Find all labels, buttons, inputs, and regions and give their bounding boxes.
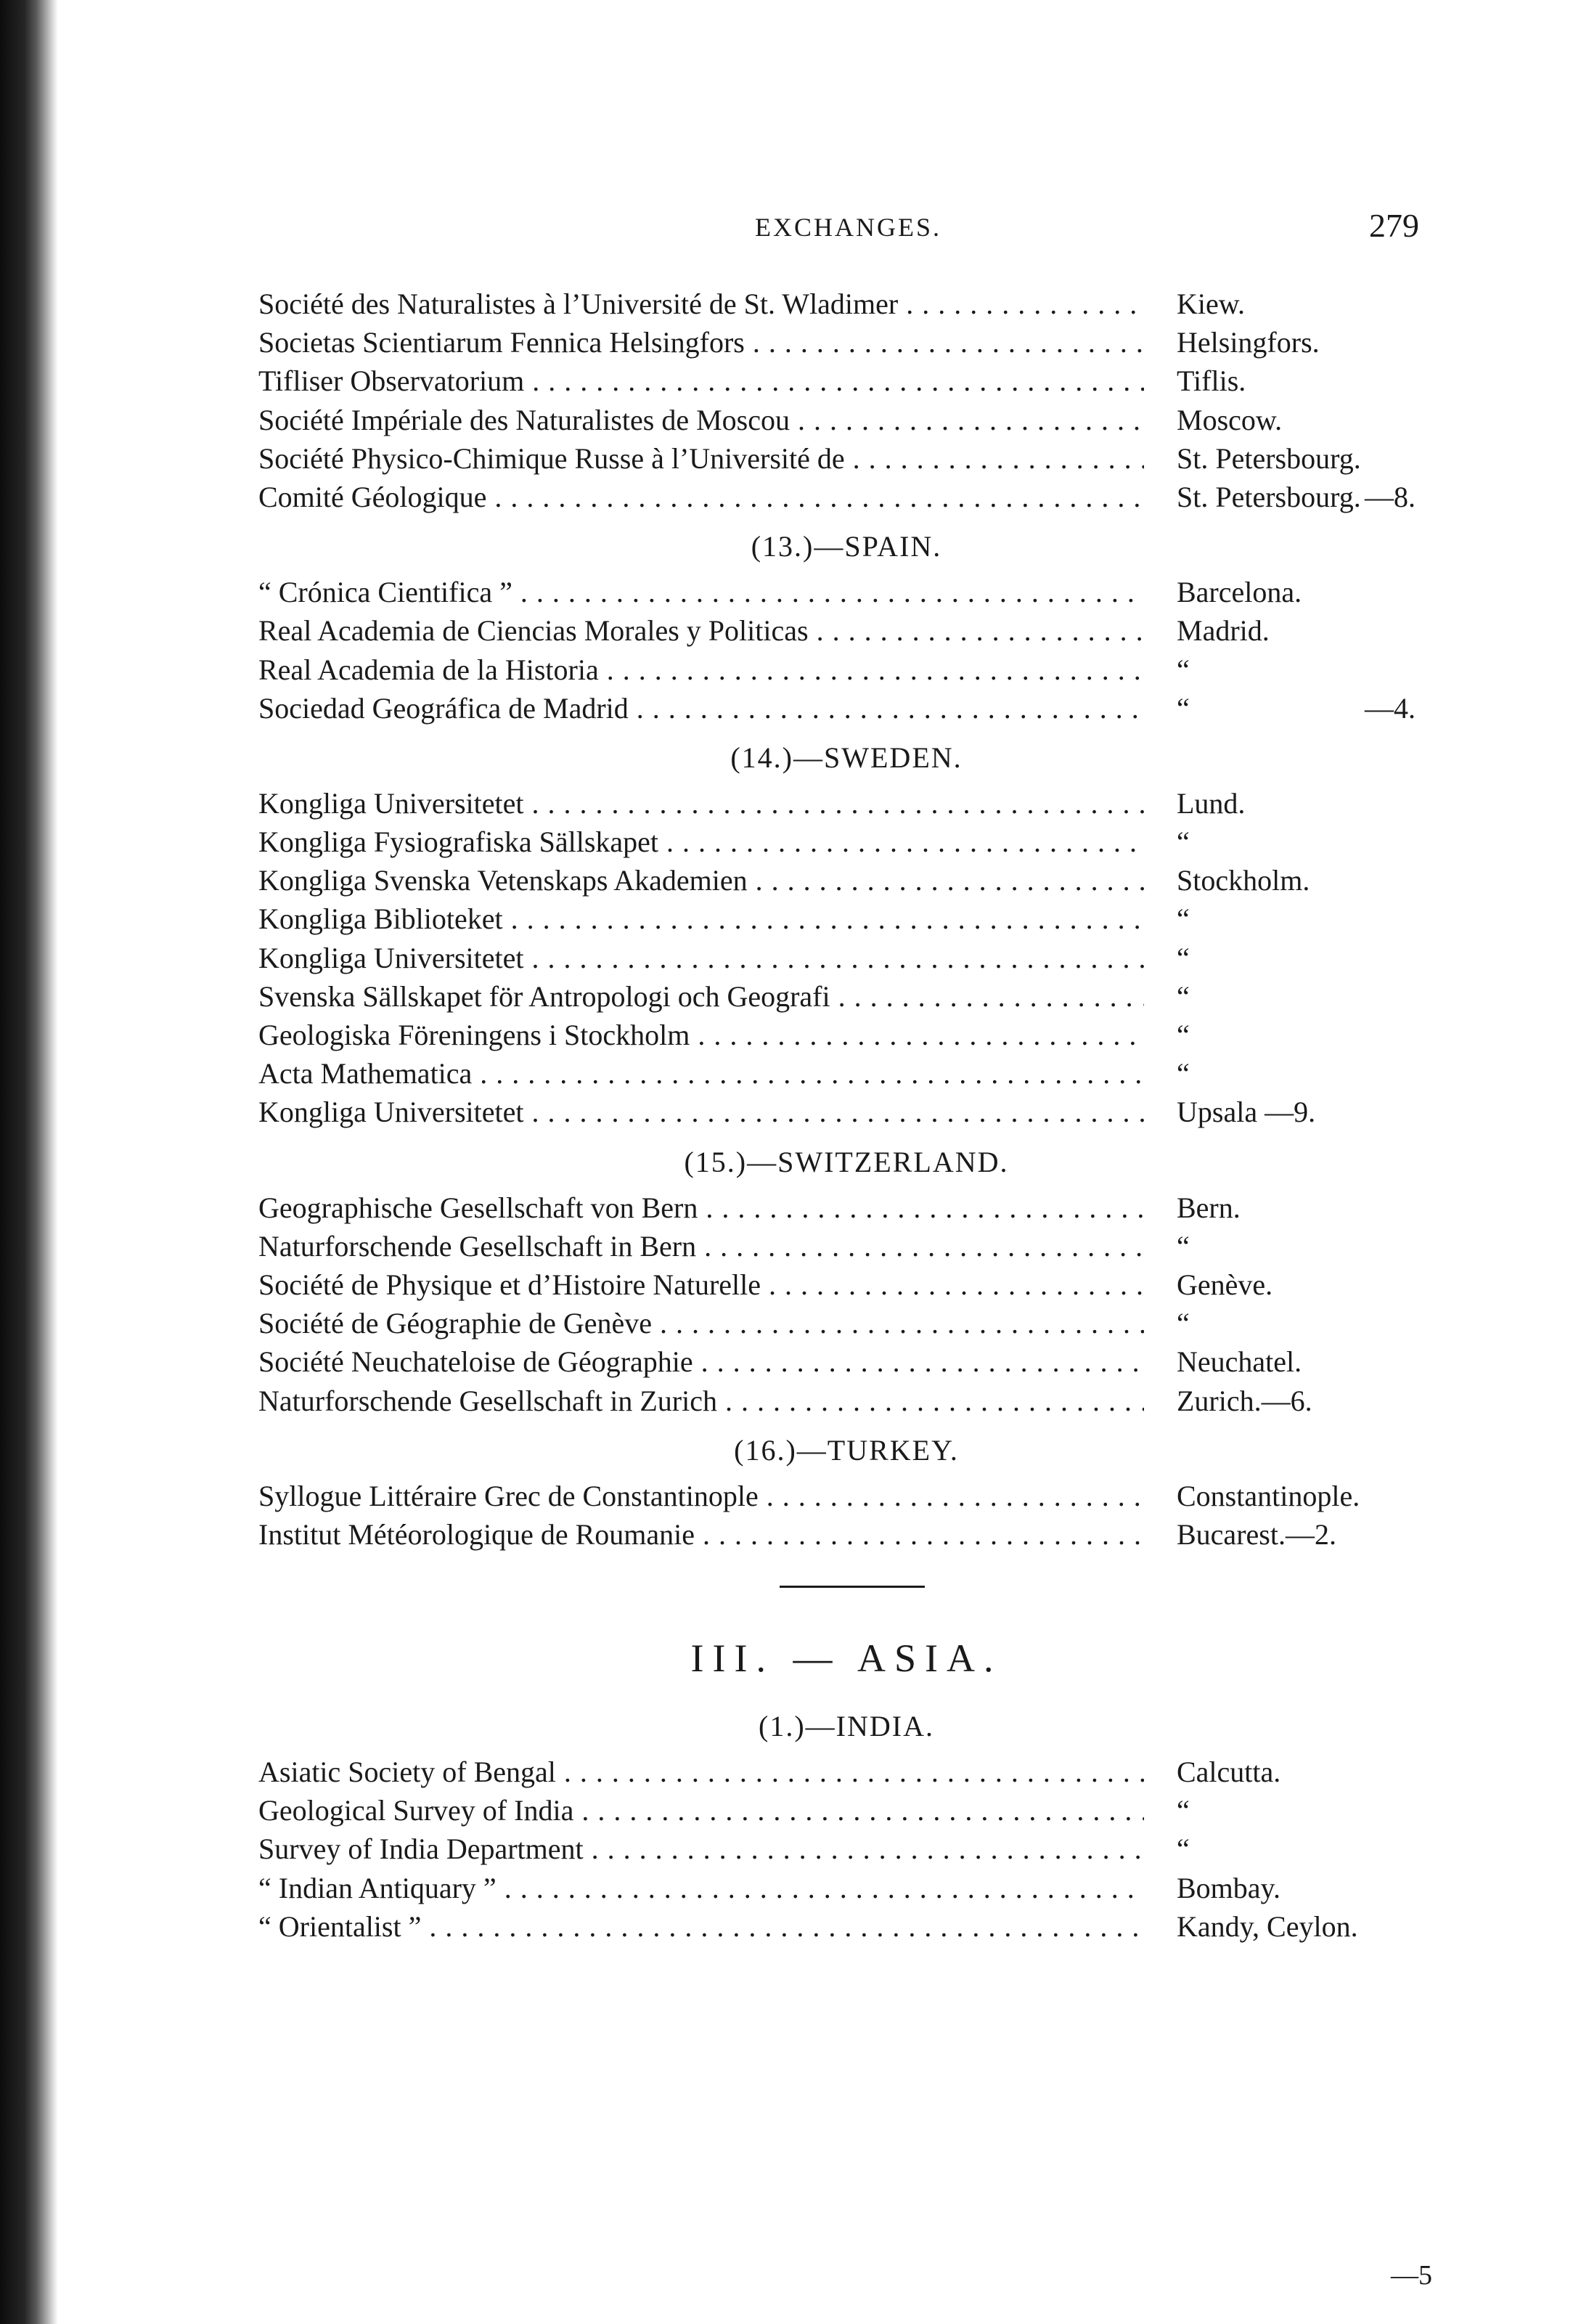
place-name: Constantinople. <box>1177 1479 1360 1512</box>
place-name: “ <box>1177 653 1190 686</box>
place-name: Kiew. <box>1177 288 1246 320</box>
society-name: Kongliga Universitetet . . . <box>258 1093 1144 1131</box>
list-item <box>258 823 1492 861</box>
list-item <box>258 478 1492 516</box>
society-name: Société de Physique et d’Histoire Naturelle . . . <box>258 1265 1144 1304</box>
part-heading: III. — ASIA. <box>690 1636 1002 1681</box>
place-name: Kandy, Ceylon. <box>1177 1909 1358 1943</box>
list-item <box>258 573 1492 611</box>
place-name: “ <box>1177 1057 1190 1090</box>
list-item <box>258 439 1492 478</box>
society-name: Sociedad Geográfica de Madrid . . . <box>258 689 1144 727</box>
place-name: “ <box>1177 979 1190 1013</box>
list-item <box>258 784 1492 823</box>
list-item <box>258 611 1492 650</box>
place-name: Calcutta. <box>1177 1756 1281 1789</box>
list-item <box>258 1907 1492 1946</box>
section-heading: (14.)—SWEDEN. <box>730 741 963 774</box>
list-item <box>258 861 1492 900</box>
list-item <box>258 401 1492 439</box>
list-item <box>258 362 1492 400</box>
section-heading: (13.)—SPAIN. <box>751 530 942 563</box>
place-name: “ <box>1177 825 1190 859</box>
society-name: Comité Géologique . . . <box>258 478 1144 516</box>
society-name: Asiatic Society of Bengal . . . <box>258 1753 1144 1791</box>
place-name: “ <box>1177 691 1190 725</box>
list-item <box>258 1382 1492 1420</box>
society-name: “ Crónica Cientifica ” . . . <box>258 573 1144 611</box>
section-heading: (16.)—TURKEY. <box>734 1433 959 1467</box>
page-number: 279 <box>1369 207 1419 244</box>
place-name: Lund. <box>1177 786 1246 820</box>
society-name: Geologiska Föreningens i Stockholm . . . <box>258 1016 1144 1054</box>
society-name: Svenska Sällskapet för Antropologi och Geografi . . . <box>258 977 1144 1016</box>
society-name: Societas Scientiarum Fennica Helsingfors . . . <box>258 323 1144 362</box>
society-name: Acta Mathematica . . . <box>258 1054 1144 1093</box>
list-item <box>258 1477 1492 1515</box>
society-name: “ Indian Antiquary ” . . . <box>258 1869 1144 1907</box>
list-item <box>258 323 1492 362</box>
section-count: —5 <box>1391 2260 1432 2291</box>
society-name: Geographische Gesellschaft von Bern . . . <box>258 1188 1144 1227</box>
list-item <box>258 651 1492 689</box>
society-name: Kongliga Svenska Vetenskaps Akademien . . . <box>258 861 1144 900</box>
society-name: Kongliga Universitetet . . . <box>258 939 1144 977</box>
section-heading: (1.)—INDIA. <box>759 1710 934 1743</box>
exchange-list <box>258 285 1492 1946</box>
society-name: Kongliga Biblioteket . . . <box>258 900 1144 938</box>
list-item <box>258 1869 1492 1907</box>
place-name: “ <box>1177 1019 1190 1051</box>
list-item <box>258 1791 1492 1830</box>
society-name: Kongliga Universitetet . . . <box>258 784 1144 823</box>
running-title: EXCHANGES. <box>755 213 942 242</box>
list-item <box>258 1515 1492 1554</box>
place-name: Bucarest.—2. <box>1177 1517 1336 1551</box>
place-name: Zurich.—6. <box>1177 1384 1312 1417</box>
place-name: Upsala —9. <box>1177 1096 1316 1129</box>
society-name: Société des Naturalistes à l’Université de St. Wladimer . . . <box>258 285 1144 323</box>
society-name: Survey of India Department . . . <box>258 1830 1144 1868</box>
place-name: “ <box>1177 1307 1190 1340</box>
place-name: Bombay. <box>1177 1871 1280 1904</box>
place-name: “ <box>1177 941 1190 974</box>
list-item <box>258 1342 1492 1381</box>
section-heading: (15.)—SWITZERLAND. <box>684 1145 1009 1178</box>
list-item <box>258 1265 1492 1304</box>
society-name: Société Impériale des Naturalistes de Moscou . . . <box>258 401 1144 439</box>
place-name: “ <box>1177 1832 1190 1866</box>
divider-block <box>258 1554 1492 1620</box>
page-header <box>0 207 1581 256</box>
place-name: Moscow. <box>1177 403 1283 436</box>
society-name: Tifliser Observatorium . . . <box>258 362 1144 400</box>
society-name: Naturforschende Gesellschaft in Zurich . . . <box>258 1382 1144 1420</box>
society-name: Geological Survey of India . . . <box>258 1791 1144 1830</box>
society-name: Naturforschende Gesellschaft in Bern . . . <box>258 1227 1144 1265</box>
society-name: Real Academia de Ciencias Morales y Politicas . . . <box>258 611 1144 650</box>
place-name: Helsingfors. <box>1177 326 1320 359</box>
place-name: Tiflis. <box>1177 364 1246 398</box>
place-name: Stockholm. <box>1177 864 1310 897</box>
society-name: Kongliga Fysiografiska Sällskapet . . . <box>258 823 1144 861</box>
place-name: St. Petersbourg. <box>1177 480 1361 513</box>
divider <box>780 1586 925 1588</box>
list-item <box>258 1188 1492 1227</box>
list-item <box>258 689 1492 727</box>
list-item <box>258 1093 1492 1131</box>
society-name: Institut Météorologique de Roumanie . . . <box>258 1515 1144 1554</box>
list-item <box>258 1054 1492 1093</box>
society-name: Société Physico-Chimique Russe à l’Université de . . . <box>258 439 1144 478</box>
place-name: “ <box>1177 1229 1190 1263</box>
list-item <box>258 939 1492 977</box>
book-spine-shadow <box>0 0 58 2324</box>
list-item <box>258 900 1492 938</box>
place-name: “ <box>1177 1794 1190 1827</box>
list-item <box>258 1753 1492 1791</box>
place-name: Genève. <box>1177 1268 1273 1301</box>
section-count: —4. <box>1365 691 1415 725</box>
place-name: Madrid. <box>1177 614 1270 648</box>
society-name: Real Academia de la Historia . . . <box>258 651 1144 689</box>
society-name: Société de Géographie de Genève . . . <box>258 1304 1144 1342</box>
list-item <box>258 1016 1492 1054</box>
section-count: —8. <box>1365 480 1415 513</box>
society-name: “ Orientalist ” . . . <box>258 1907 1144 1946</box>
place-name: Bern. <box>1177 1191 1241 1224</box>
list-item <box>258 285 1492 323</box>
list-item <box>258 977 1492 1016</box>
place-name: Barcelona. <box>1177 576 1302 609</box>
place-name: “ <box>1177 902 1190 936</box>
list-item <box>258 1227 1492 1265</box>
list-item <box>258 1304 1492 1342</box>
list-item <box>258 1830 1492 1868</box>
society-name: Société Neuchateloise de Géographie . . . <box>258 1342 1144 1381</box>
place-name: St. Petersbourg. <box>1177 441 1361 475</box>
place-name: Neuchatel. <box>1177 1345 1302 1379</box>
society-name: Syllogue Littéraire Grec de Constantinople . . . <box>258 1477 1144 1515</box>
